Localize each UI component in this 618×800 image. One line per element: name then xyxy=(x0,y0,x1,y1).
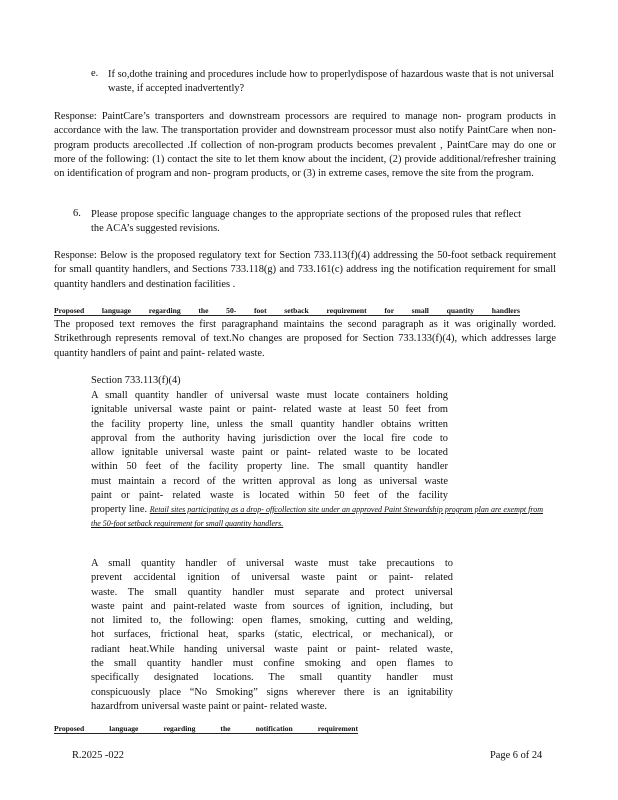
inserted-exemption-text: Retail sites participating as a drop- offcollection site under an approved Paint Stewardship program plan are exempt from the 50-foot setback requirement for small quantity handlers. xyxy=(91,505,543,529)
response-paragraph-1: Response: PaintCare’s transporters and downstream processors are required to manage non- program products in accordance with the law. The transportation provider and downstream processor must also notify PaintCare when non- program products arecollected .If collection of non-program products becomes prevalent , PaintCare may do one or more of the following: (1) contact the site to let them know about the incident, (2) provide additional/refresher training on identification of program and non- program products, or (3) in extreme cases, remove the site from the program. xyxy=(54,111,556,180)
rule-paragraph-2 xyxy=(91,557,453,714)
para2-line: the small quantity handler must confine smoking and open flames to xyxy=(91,658,453,670)
section-label: Section 733.113(f)(4) xyxy=(91,375,181,386)
rule-paragraph-1-end xyxy=(91,503,543,532)
para1-line: allow ignitable universal waste paint or paint- related waste to be located xyxy=(91,447,448,459)
para2-line: hot surfaces, frictional heat, sparks (static, electrical, or mechanical), or xyxy=(91,629,453,641)
para1-line: ignitable universal waste paint or paint- related waste at least 50 feet from xyxy=(91,404,448,416)
intro-paragraph: The proposed text removes the first paragraphand maintains the second paragraph as it was originally worded. Strikethrough represents removal of text.No changes are proposed for Section 733.133(f)(4), which addresses large quantity handlers of paint and paint- related waste. xyxy=(54,319,556,359)
para1-line: approval from the authority having jurisdiction over the local fire code to xyxy=(91,432,448,444)
para1-line: the facility property line, unless the small quantity handler obtains written xyxy=(91,418,448,430)
question-6: Please propose specific language changes to the appropriate sections of the proposed rules that reflect the ACA’s suggested revisions. xyxy=(91,209,521,235)
para2-line: specifically designated locations. The small quantity handler must xyxy=(91,672,453,684)
para2-line: waste paint and paint-related waste from sources of ignition, including, but xyxy=(91,600,453,612)
document-id: R.2025 -022 xyxy=(72,750,124,761)
question-e: If so,dothe training and procedures include how to properlydispose of hazardous waste that is not universal waste, if accepted inadvertently? xyxy=(108,69,554,95)
para2-line: A small quantity handler of universal waste must take precautions to xyxy=(91,558,453,569)
para1-line: within 50 feet of the facility property line. The small quantity handler xyxy=(91,461,448,473)
para2-line: prevent accidental ignition of universal waste paint or paint- related xyxy=(91,572,453,584)
page-number: Page 6 of 24 xyxy=(490,750,543,761)
para2-line: hazardfrom universal waste paint or paint- related waste. xyxy=(91,700,328,712)
para1-line: paint or paint- related waste is located within 50 feet of the facility xyxy=(91,490,448,502)
response-paragraph-2: Response: Below is the proposed regulatory text for Section 733.113(f)(4) addressing the 50-foot setback requirement for small quantity handlers, and Sections 733.118(g) and 733.161(c) address ing the notification requirement for small quantity handlers and destination facilities . xyxy=(54,250,556,290)
para1-line: A small quantity handler of universal waste must locate containers holding xyxy=(91,390,448,401)
list-marker-e: e. xyxy=(91,68,99,79)
para2-line: not limited to, the following: open flames, smoking, cutting and welding, xyxy=(91,615,453,627)
section-heading-notification: Proposed language regarding the notification requirement xyxy=(54,724,358,733)
para2-line: radiant heat.While handing universal waste paint or paint- related waste, xyxy=(91,643,453,655)
para1-line: must maintain a record of the written approval as long as universal waste xyxy=(91,475,448,487)
para2-line: conspicuously place “No Smoking” signs wherever there is an ignitability xyxy=(91,686,453,698)
para2-line: waste. The small quantity handler must separate and protect universal xyxy=(91,586,453,598)
property-line-text: property line. xyxy=(91,504,148,515)
list-marker-6: 6. xyxy=(73,208,81,219)
rule-paragraph-1 xyxy=(91,389,448,503)
section-heading-setback: Proposed language regarding the 50- foot setback requirement for small quantity handlers xyxy=(54,306,520,315)
